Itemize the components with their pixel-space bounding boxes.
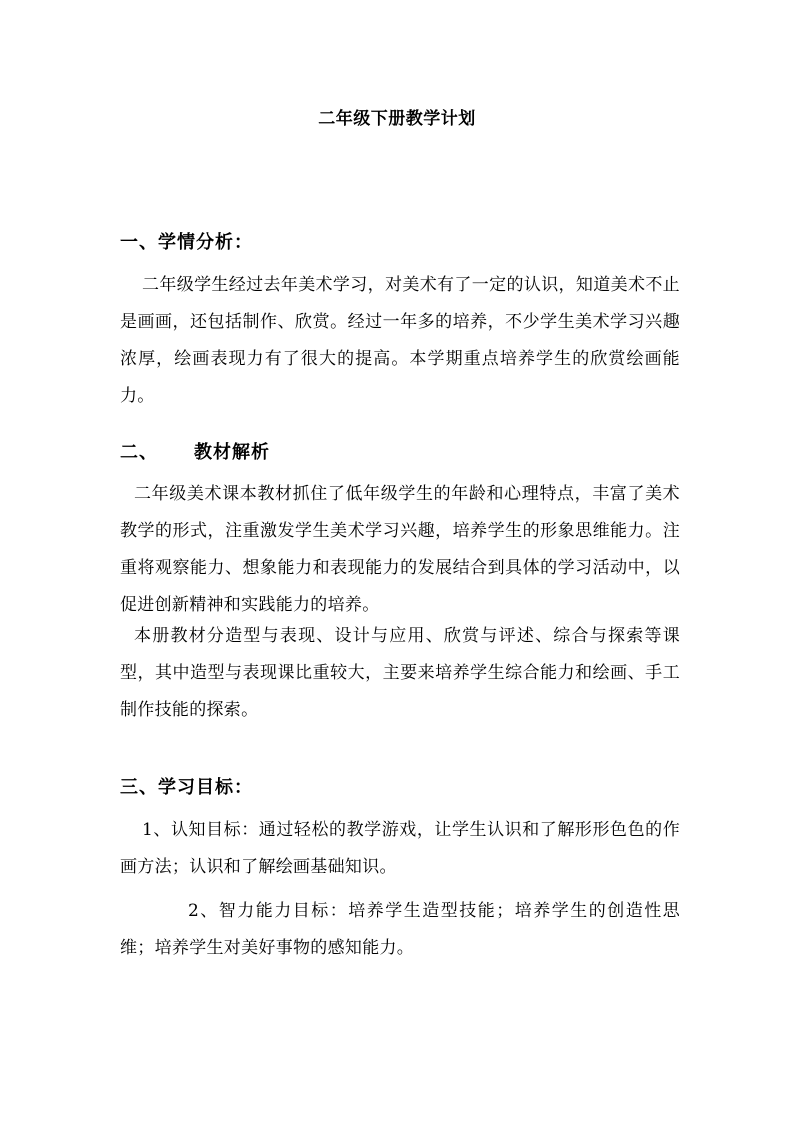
paragraph-goal-intellectual: 2、智力能力目标：培养学生造型技能；培养学生的创造性思维；培养学生对美好事物的感知能力。 <box>120 901 680 958</box>
section-heading-number: 二、 <box>120 442 158 463</box>
section-heading-goals: 三、学习目标： <box>120 777 253 798</box>
paragraph-materials-2: 本册教材分造型与表现、设计与应用、欣赏与评述、综合与探索等课型，其中造型与表现课比重较大，主要来培养学生综合能力和绘画、手工制作技能的探索。 <box>120 626 680 720</box>
paragraph-materials-1: 二年级美术课本教材抓住了低年级学生的年龄和心理特点，丰富了美术教学的形式，注重激发学生美术学习兴趣，培养学生的形象思维能力。注重将观察能力、想象能力和表现能力的发展结合到具体的学习活动中，以促进创新精神和实践能力的培养。 <box>120 484 680 615</box>
paragraph-goal-cognitive: 1、认知目标：通过轻松的教学游戏，让学生认识和了解形形色色的作画方法；认识和了解绘画基础知识。 <box>120 820 680 877</box>
section-heading-analysis: 一、学情分析： <box>120 232 253 253</box>
section-heading-text: 教材解析 <box>194 442 270 463</box>
document-title: 二年级下册教学计划 <box>318 109 476 129</box>
paragraph-analysis: 二年级学生经过去年美术学习，对美术有了一定的认识，知道美术不止是画画，还包括制作、欣赏。经过一年多的培养，不少学生美术学习兴趣浓厚，绘画表现力有了很大的提高。本学期重点培养学生的欣赏绘画能力。 <box>120 275 680 406</box>
section-heading-materials <box>120 438 270 464</box>
